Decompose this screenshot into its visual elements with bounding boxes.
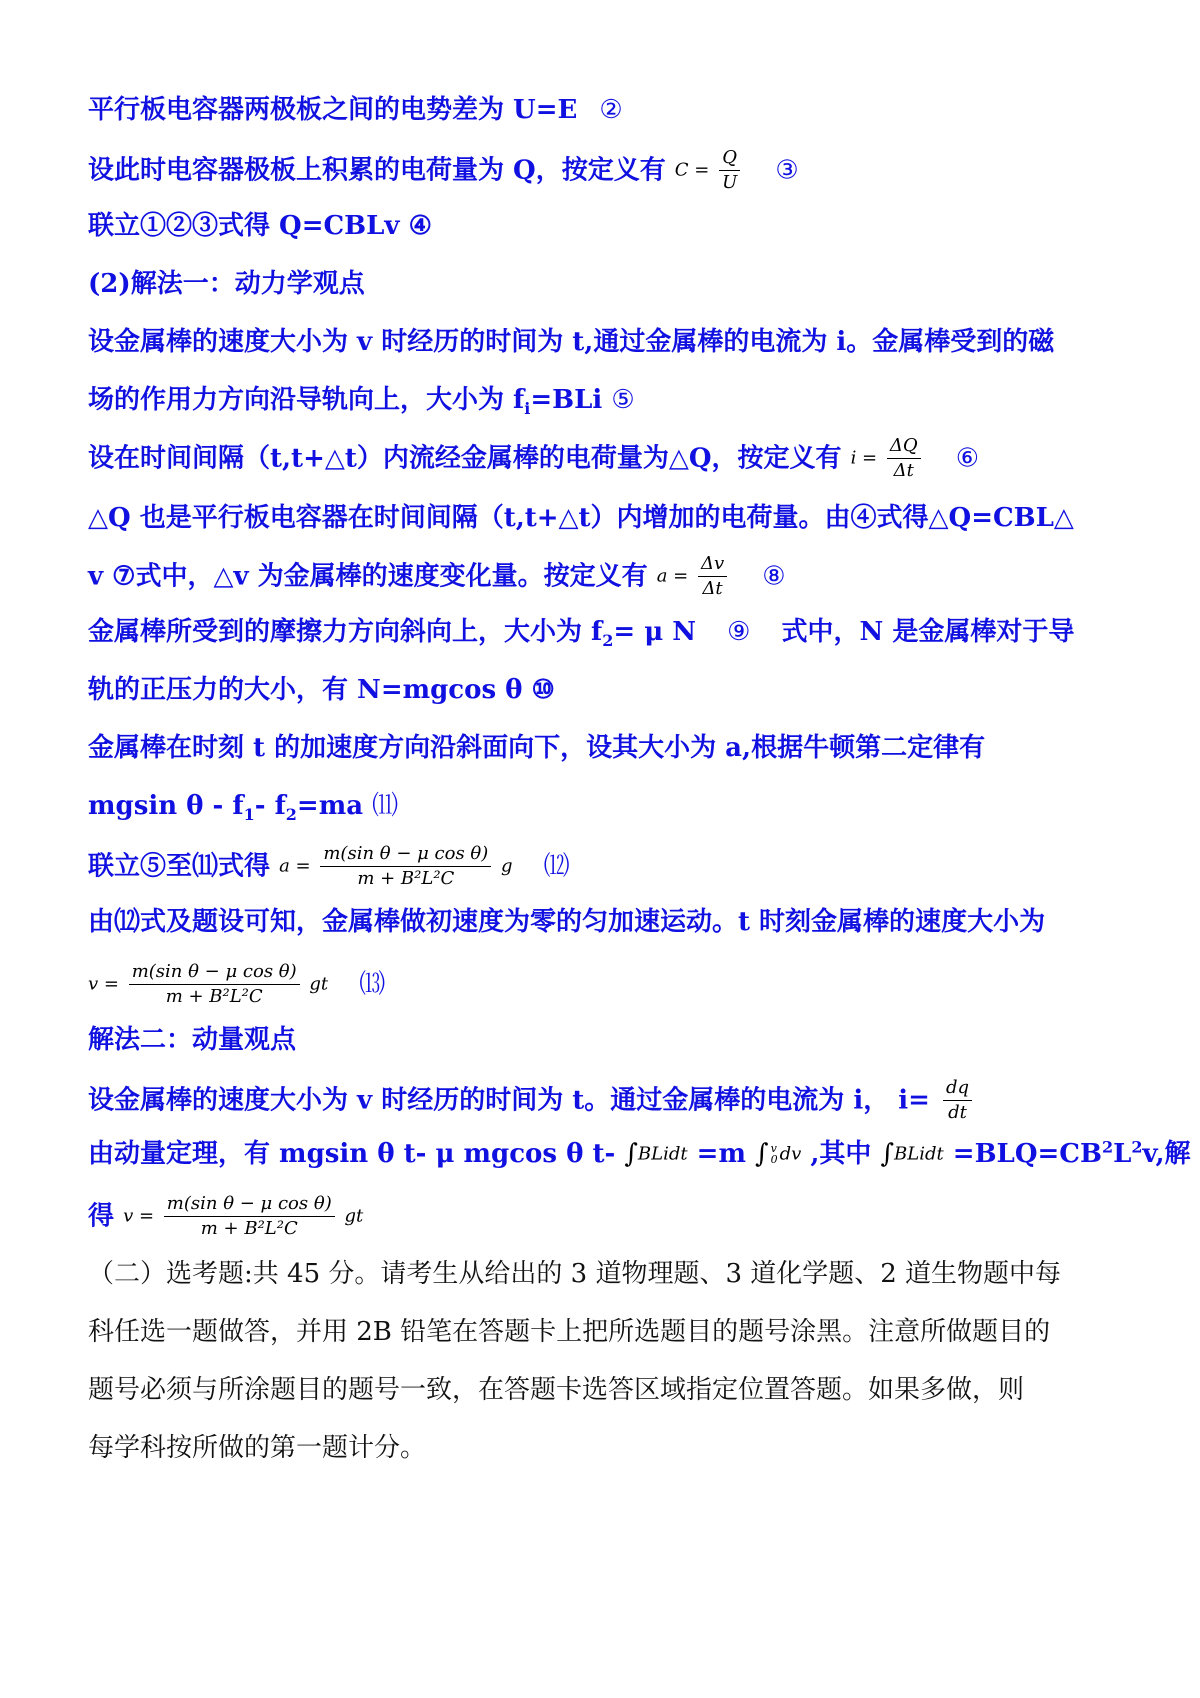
formula-integral-charge: ∫BLidt bbox=[880, 1138, 944, 1169]
formula-velocity-momentum: v = $\frac{\text{m(sin θ − μ cos θ)}}{\text{m + B²L²C}}$ gt bbox=[123, 1193, 364, 1239]
line-24: 每学科按所做的第一题计分。 bbox=[88, 1433, 427, 1463]
line-19: 由动量定理，有 mgsin θ t- μ mgcos θ t- ∫BLidt =m ∫ v 0 dv ,其中 ∫BLidt $=BLQ=CB^2L^2v$,解 bbox=[88, 1137, 1191, 1169]
formula-acceleration: a = $\frac{\text{m(sin θ − μ cos θ)}}{\text{m + B²L²C}}$ g bbox=[279, 843, 513, 889]
line-13: mgsin θ - $f_1-$ $f_2=ma$ ⑾ bbox=[88, 791, 399, 825]
line-15: 由⑿式及题设可知，金属棒做初速度为零的匀加速运动。t 时刻金属棒的速度大小为 bbox=[88, 907, 1046, 937]
line-14: 联立⑤至⑾式得 a = $\frac{\text{m(sin θ − μ cos θ)}}{\text{m + B²L²C}}$ g ⑿ bbox=[88, 843, 570, 889]
line-23: 题号必须与所涂题目的题号一致，在答题卡选答区域指定位置答题。如果多做，则 bbox=[88, 1375, 1025, 1405]
line-6: 场的作用力方向沿导轨向上，大小为 $f_i=BLi$ ⑤ bbox=[88, 385, 635, 419]
formula-velocity: v = $\frac{\text{m(sin θ − μ cos θ)}}{\text{m + B²L²C}}$ gt bbox=[88, 961, 329, 1007]
formula-current-derivative: $\frac{dq}{dt}$ bbox=[939, 1078, 976, 1123]
formula-acceleration-def: a = $\frac{\Delta v}{\Delta t}$ bbox=[657, 554, 731, 599]
line-10: 金属棒所受到的摩擦力方向斜向上，大小为 $f_2= \mu$ N ⑨ 式中，N 是金属棒对于导 bbox=[88, 617, 1075, 651]
line-16: v = $\frac{\text{m(sin θ − μ cos θ)}}{\text{m + B²L²C}}$ gt ⒀ bbox=[88, 961, 386, 1007]
line-17: 解法二：动量观点 bbox=[88, 1025, 297, 1055]
line-4: (2)解法一：动力学观点 bbox=[88, 269, 365, 299]
line-22: 科任选一题做答，并用 2B 铅笔在答题卡上把所选题目的题号涂黑。注意所做题目的 bbox=[88, 1317, 1051, 1347]
line-20: 得 v = $\frac{\text{m(sin θ − μ cos θ)}}{\text{m + B²L²C}}$ gt bbox=[88, 1193, 364, 1239]
formula-integral-force: ∫BLidt bbox=[624, 1138, 688, 1169]
line-9: v ⑦式中，△v 为金属棒的速度变化量。按定义有 a = $\frac{\Delta v}{\Delta t}$ ⑧ bbox=[88, 553, 786, 599]
formula-capacitance: C = $\frac{Q}{U}$ bbox=[675, 148, 744, 193]
formula-current: i = $\frac{\Delta Q}{\Delta t}$ bbox=[851, 436, 925, 481]
line-7: 设在时间间隔（t,t+△t）内流经金属棒的电荷量为△Q，按定义有 i = $\frac{\Delta Q}{\Delta t}$ ⑥ bbox=[88, 435, 980, 481]
line-8: △Q 也是平行板电容器在时间间隔（t,t+△t）内增加的电荷量。由④式得△Q=CBL△ bbox=[88, 503, 1074, 533]
line-1: 平行板电容器两极板之间的电势差为 U=E ② bbox=[88, 95, 623, 125]
line-2: 设此时电容器极板上积累的电荷量为 Q，按定义有 C = $\frac{Q}{U}$ ③ bbox=[88, 147, 799, 193]
line-11: 轨的正压力的大小，有 N=mgcos θ ⑩ bbox=[88, 675, 555, 705]
line-18: 设金属棒的速度大小为 v 时经历的时间为 t。通过金属棒的电流为 i， i= $\frac{dq}{dt}$ bbox=[88, 1078, 976, 1123]
formula-integral-velocity: ∫ v 0 dv bbox=[755, 1138, 802, 1169]
line-3: 联立①②③式得 Q=CBLv ④ bbox=[88, 211, 432, 241]
line-21: （二）选考题:共 45 分。请考生从给出的 3 道物理题、3 道化学题、2 道生物题中每 bbox=[88, 1259, 1062, 1289]
line-12: 金属棒在时刻 t 的加速度方向沿斜面向下，设其大小为 a,根据牛顿第二定律有 bbox=[88, 733, 986, 763]
line-5: 设金属棒的速度大小为 v 时经历的时间为 t,通过金属棒的电流为 i。金属棒受到的磁 bbox=[88, 327, 1055, 357]
